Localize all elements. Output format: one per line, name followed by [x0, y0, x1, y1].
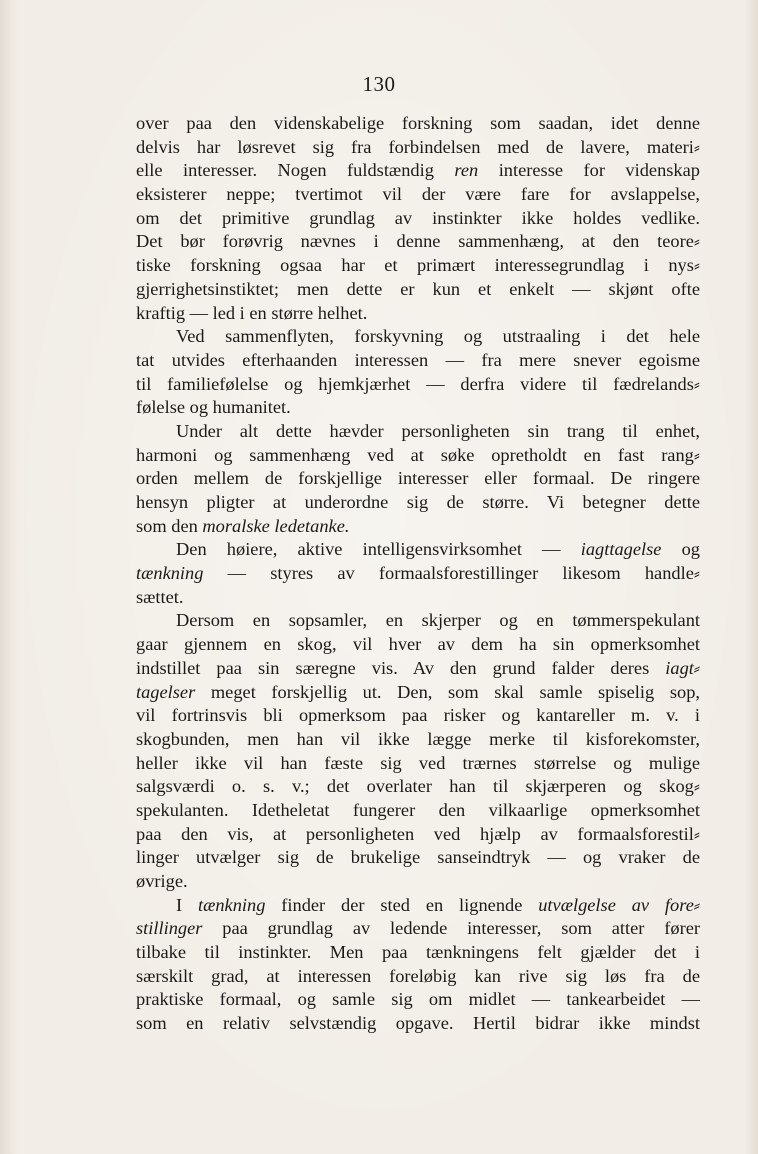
- text-line: øvrige.: [136, 871, 188, 891]
- text-span: I: [176, 894, 198, 915]
- text-line: vil fortrinsvis bli opmerksom paa risker og kantareller m. v. i: [136, 705, 700, 726]
- italic-text: moralske ledetanke.: [202, 515, 350, 536]
- italic-text: tænkning: [136, 563, 204, 584]
- body-text: [136, 112, 700, 1036]
- text-line: hensyn pligter at underordne sig de større. Vi betegner dette: [136, 492, 700, 512]
- text-line: tilbake til instinkter. Men paa tænkningens felt gjælder det i: [136, 942, 700, 963]
- text-span: og: [661, 539, 700, 560]
- text-line: Dersom en sopsamler, en skjerper og en tømmerspekulant: [176, 610, 700, 631]
- italic-text: tænkning: [197, 894, 266, 915]
- text-line: kraftig — led i en større helhet.: [136, 302, 368, 323]
- text-line: som en relativ selvstændig opgave. Hertil bidrar ikke mindst: [136, 1013, 700, 1034]
- text-line: harmoni og sammenhæng ved at søke opretholdt en fast rang⸗: [136, 444, 700, 465]
- text-line: sættet.: [136, 586, 184, 607]
- text-line: særskilt grad, at interessen foreløbig kan rive sig løs fra de: [136, 965, 700, 986]
- italic-text: tagelser: [136, 681, 196, 702]
- text-line: [136, 917, 700, 941]
- text-line: heller ikke vil han fæste sig ved trærnes størrelse og mulige: [136, 752, 700, 773]
- text-line: praktiske formaal, og samle sig om midlet — tankearbeidet —: [136, 989, 700, 1010]
- text-line: til familiefølelse og hjemkjærhet — derfra videre til fædrelands⸗: [136, 373, 700, 394]
- italic-text: ren: [454, 160, 479, 181]
- text-span: meget forskjellig ut. Den, som skal samle spiselig sop,: [195, 681, 700, 702]
- text-span: paa grundlag av ledende interesser, som atter fører: [202, 918, 700, 939]
- text-line: tiske forskning ogsaa har et primært interessegrundlag i nys⸗: [136, 255, 700, 276]
- page-number: 130: [362, 72, 396, 96]
- text-line: Under alt dette hævder personligheten sin trang til enhet,: [176, 420, 700, 441]
- text-line: delvis har løsrevet sig fra forbindelsen med de lavere, materi⸗: [136, 136, 700, 157]
- text-line: orden mellem de forskjellige interesser eller formaal. De ringere: [136, 468, 700, 489]
- text-line: skogbunden, men han vil ikke lægge merke til kisforekomster,: [136, 728, 700, 749]
- text-line: [136, 562, 700, 586]
- text-span: finder der sted en lignende: [265, 894, 539, 915]
- text-line: gaar gjennem en skog, vil hver av dem ha sin opmerksomhet: [136, 634, 700, 655]
- text-span: elle interesser. Nogen fuldstændig: [136, 160, 455, 181]
- text-span: — styres av formaalsforestillinger likesom handle⸗: [203, 563, 700, 584]
- text-line: tat utvides efterhaanden interessen — fra mere snever egoisme: [136, 349, 700, 370]
- italic-text: iagt⸗: [665, 657, 700, 678]
- text-line: [136, 538, 700, 562]
- italic-text: iagttagelse: [580, 539, 662, 560]
- text-line: [136, 657, 700, 681]
- text-span: som den: [136, 515, 203, 536]
- text-span: Den høiere, aktive intelligensvirksomhet —: [176, 539, 581, 560]
- text-line: [136, 159, 700, 183]
- text-line: paa den vis, at personligheten ved hjælp av formaalsforestil⸗: [136, 823, 700, 844]
- text-line: [136, 515, 700, 539]
- text-line: over paa den videnskabelige forskning som saadan, idet denne: [136, 113, 700, 133]
- text-line: [136, 681, 700, 705]
- text-span: interesse for videnskap: [478, 160, 700, 181]
- text-line: Ved sammenflyten, forskyvning og utstraaling i det hele: [176, 326, 700, 347]
- text-line: eksisterer neppe; tvertimot vil der være fare for avslappelse,: [136, 184, 700, 205]
- text-line: Det bør forøvrig nævnes i denne sammenhæng, at den teore⸗: [136, 231, 700, 252]
- text-line: salgsværdi o. s. v.; det overlater han til skjærperen og skog⸗: [136, 776, 700, 797]
- italic-text: utvælgelse av fore⸗: [538, 894, 700, 915]
- text-line: gjerrighetsinstiktet; men dette er kun et enkelt — skjønt ofte: [136, 278, 700, 299]
- italic-text: stillinger: [136, 918, 203, 939]
- text-line: om det primitive grundlag av instinkter ikke holdes vedlike.: [136, 207, 700, 228]
- text-line: linger utvælger sig de brukelige sanseindtryk — og vraker de: [136, 847, 700, 868]
- text-span: indstillet paa sin særegne vis. Av den grund falder deres: [136, 657, 666, 678]
- text-line: spekulanten. Idetheletat fungerer den vilkaarlige opmerksomhet: [136, 799, 700, 820]
- text-line: [136, 894, 700, 918]
- text-line: følelse og humanitet.: [136, 397, 291, 418]
